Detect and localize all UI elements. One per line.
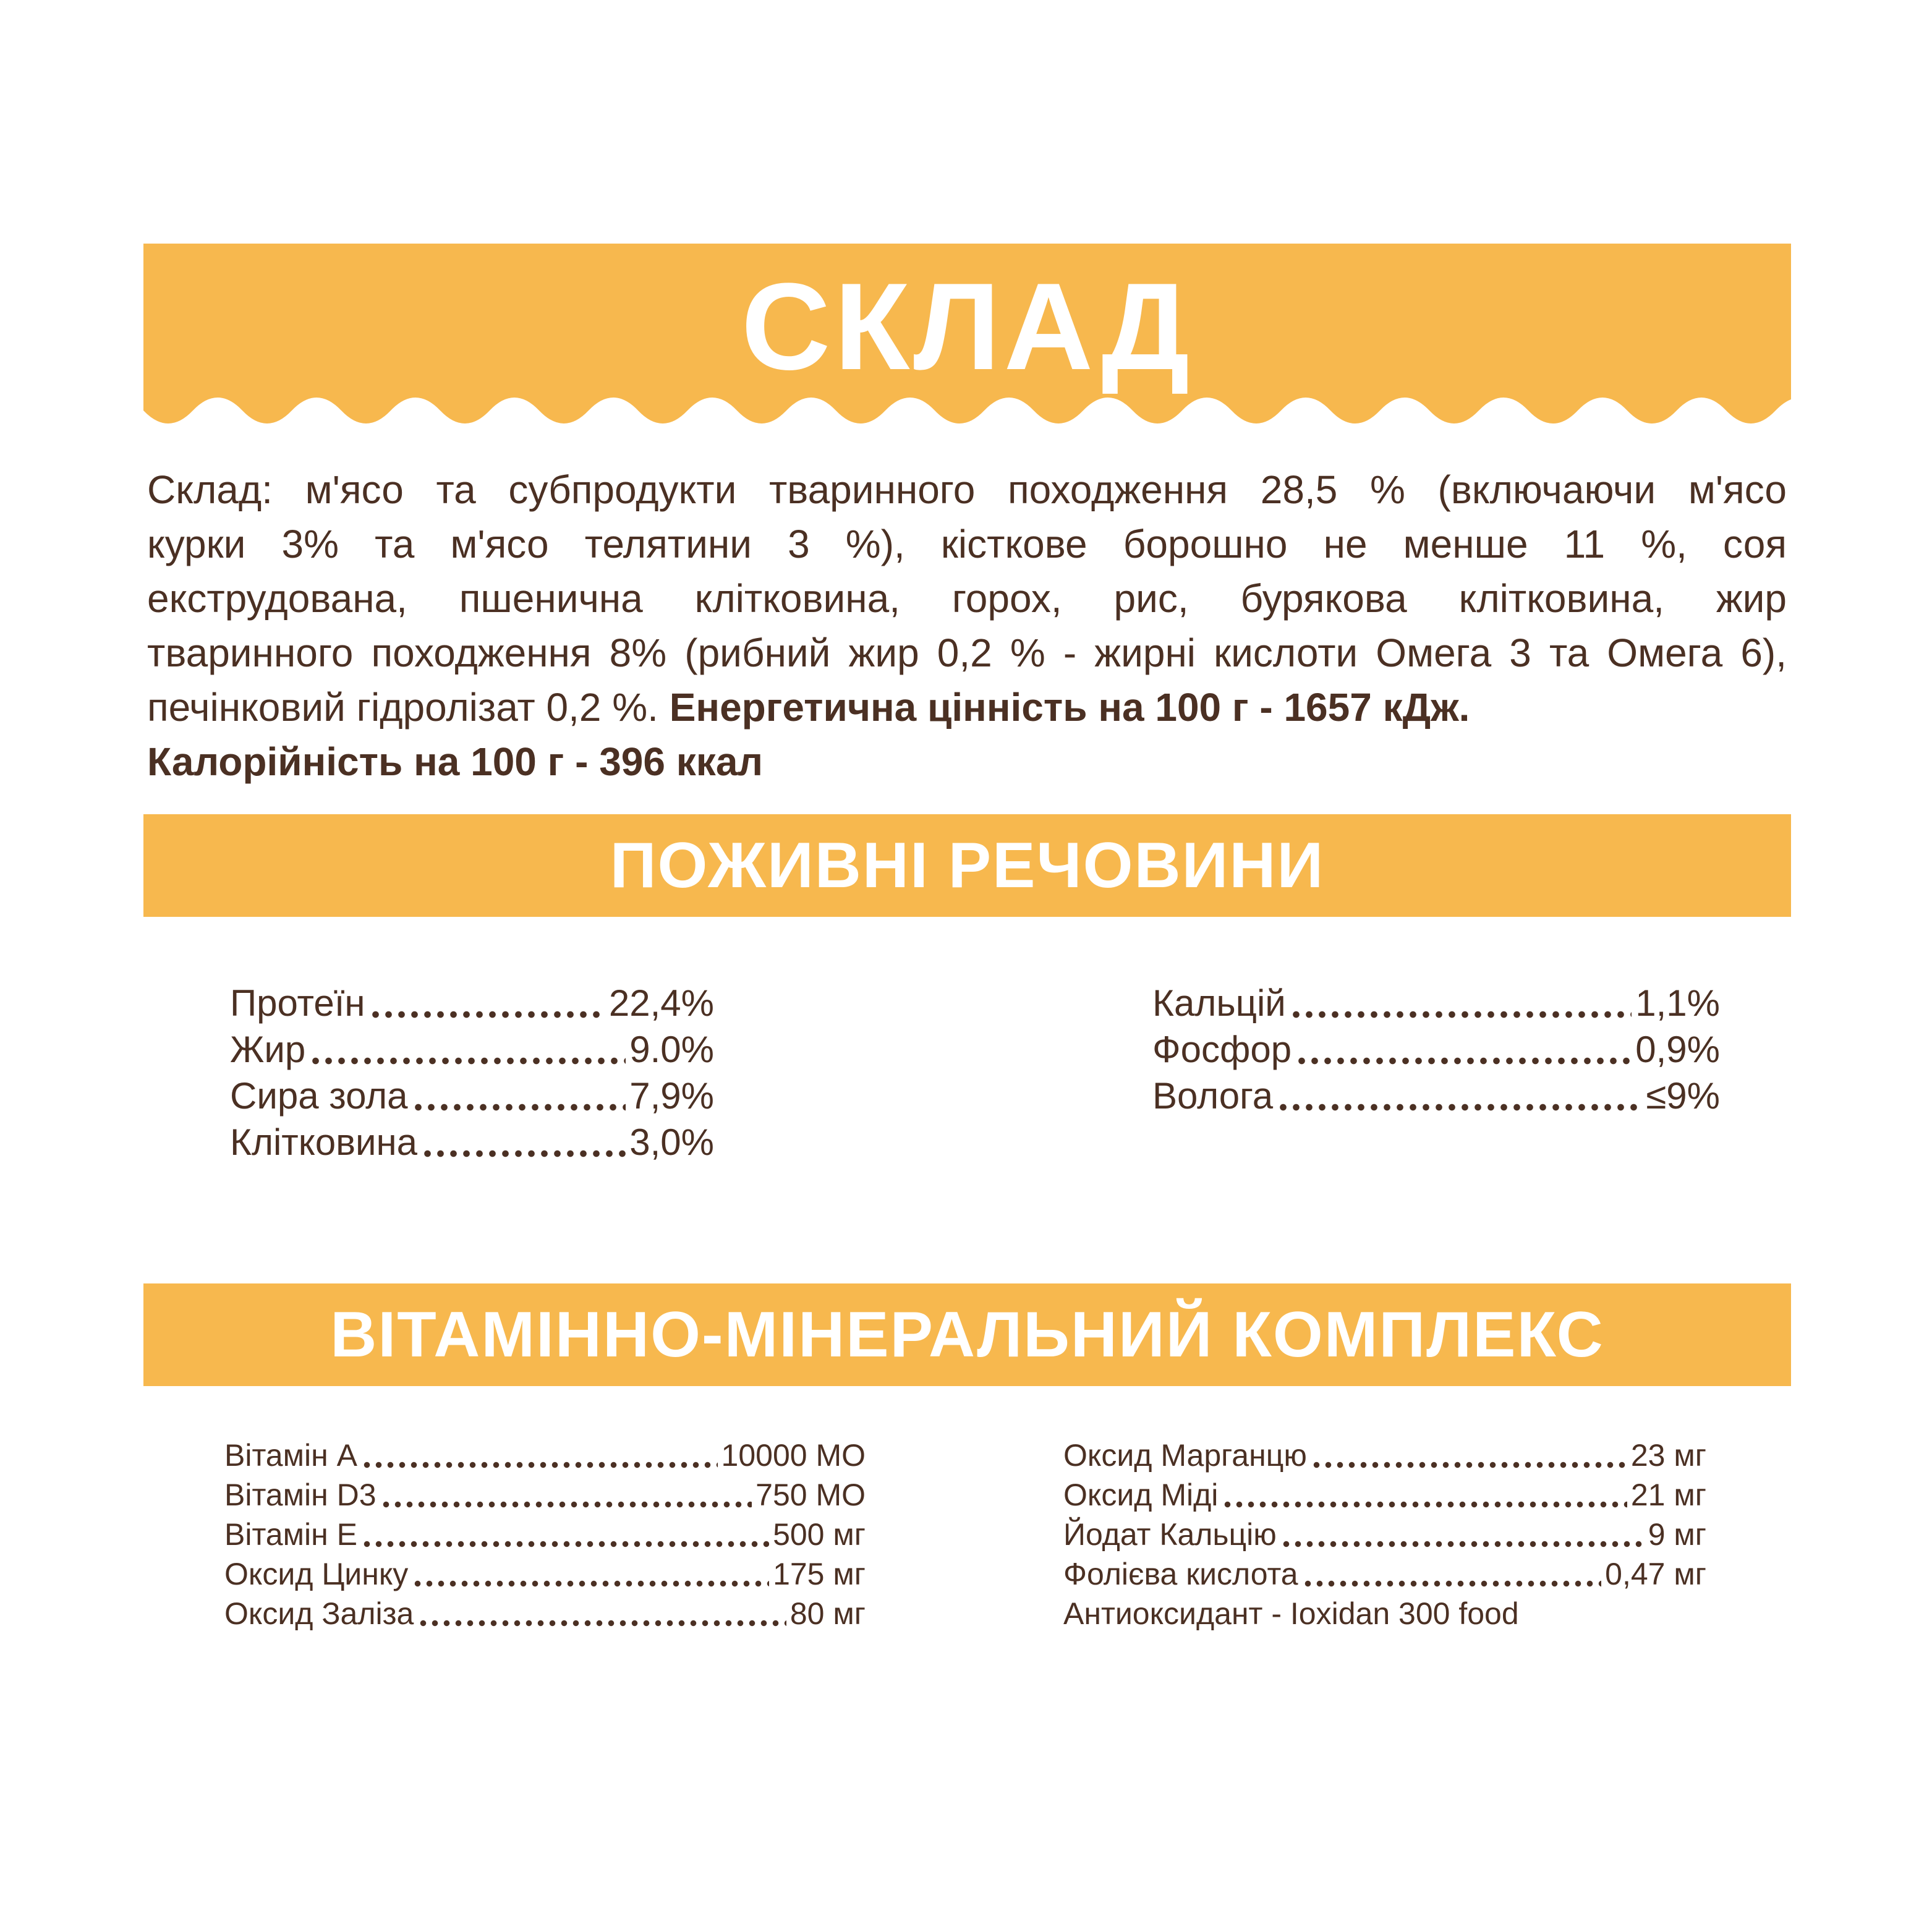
dot-leader — [1290, 980, 1632, 1026]
nutrient-value: 3,0% — [629, 1121, 714, 1163]
nutrient-row — [1152, 1026, 1720, 1073]
dot-leader — [369, 980, 605, 1026]
dot-leader — [1302, 1554, 1602, 1594]
nutrients-right-column — [1152, 980, 1720, 1119]
dot-leader — [361, 1436, 718, 1475]
dot-leader — [421, 1119, 626, 1165]
nutrients-banner — [143, 814, 1791, 917]
vitamin-row — [224, 1554, 866, 1594]
composition-line: тваринного походження 8% (рибний жир 0,2 % - жирні кислоти Омега 3 та Омега 6), — [147, 631, 1787, 675]
vitamins-right-column — [1063, 1436, 1706, 1633]
dot-leader — [361, 1515, 769, 1554]
vitamin-label: Оксид Заліза — [224, 1596, 414, 1631]
composition-line: Склад: м'ясо та субпродукти тваринного походження 28,5 % (включаючи м'ясо — [147, 467, 1787, 512]
nutrient-row — [230, 1119, 714, 1165]
nutrient-label: Протеїн — [230, 982, 365, 1024]
vitamin-label: Оксид Цинку — [224, 1557, 409, 1591]
nutrient-label: Фосфор — [1152, 1029, 1292, 1070]
nutrient-value: 7,9% — [629, 1075, 714, 1117]
nutrient-label: Жир — [230, 1029, 306, 1070]
vitamin-value: 23 мг — [1630, 1438, 1706, 1473]
vitamin-row — [1063, 1475, 1706, 1515]
vitamin-label: Вітамін A — [224, 1438, 357, 1473]
nutrient-label: Волога — [1152, 1075, 1274, 1117]
nutrients-left-column — [230, 980, 714, 1165]
composition-title: СКЛАД — [741, 258, 1194, 396]
nutrient-label: Кальцій — [1152, 982, 1286, 1024]
dot-leader — [1222, 1475, 1627, 1515]
dot-leader — [417, 1594, 786, 1633]
vitamin-row — [224, 1475, 866, 1515]
vitamin-value: 175 мг — [773, 1557, 866, 1591]
nutrient-value: 1,1% — [1635, 982, 1720, 1024]
nutrient-value: 0,9% — [1635, 1029, 1720, 1070]
dot-leader — [1277, 1073, 1642, 1119]
nutrient-row — [230, 980, 714, 1026]
vitamins-title: ВІТАМІННО-МІНЕРАЛЬНИЙ КОМПЛЕКС — [330, 1298, 1604, 1371]
vitamin-label: Фолієва кислота — [1063, 1557, 1298, 1591]
vitamin-label: Оксид Міді — [1063, 1478, 1219, 1512]
nutrient-row — [230, 1073, 714, 1119]
vitamin-label: Вітамін E — [224, 1517, 357, 1552]
nutrient-value: 22,4% — [608, 982, 714, 1024]
vitamin-row — [224, 1515, 866, 1554]
vitamin-row — [224, 1436, 866, 1475]
vitamin-value: 750 МО — [755, 1478, 866, 1512]
vitamins-banner — [143, 1283, 1791, 1386]
composition-banner — [143, 244, 1791, 435]
composition-line-normal: печінковий гідролізат 0,2 %. — [147, 685, 670, 730]
nutrients-title: ПОЖИВНІ РЕЧОВИНИ — [610, 829, 1325, 901]
vitamin-value: 0,47 мг — [1605, 1557, 1706, 1591]
vitamin-row — [224, 1594, 866, 1633]
composition-paragraph — [147, 462, 1787, 789]
dot-leader — [1280, 1515, 1645, 1554]
vitamins-left-column — [224, 1436, 866, 1633]
vitamin-label: Вітамін D3 — [224, 1478, 377, 1512]
vitamin-value: 9 мг — [1648, 1517, 1706, 1552]
vitamin-label: Оксид Марганцю — [1063, 1438, 1307, 1473]
calories-value-text: Калорійність на 100 г - 396 ккал — [147, 739, 764, 784]
dot-leader — [309, 1026, 626, 1073]
dot-leader — [412, 1073, 626, 1119]
nutrient-value: 9.0% — [629, 1029, 714, 1070]
dot-leader — [1295, 1026, 1632, 1073]
nutrient-row — [1152, 980, 1720, 1026]
vitamin-label: Йодат Кальцію — [1063, 1517, 1277, 1552]
vitamin-value: 21 мг — [1630, 1478, 1706, 1512]
vitamin-value: 500 мг — [773, 1517, 866, 1552]
dot-leader — [412, 1554, 769, 1594]
composition-line: курки 3% та м'ясо телятини 3 %), кісткове борошно не менше 11 %, соя — [147, 522, 1787, 566]
composition-line — [147, 680, 1787, 734]
energy-value-text: Енергетична цінність на 100 г - 1657 кДж. — [669, 685, 1470, 730]
vitamin-row — [1063, 1515, 1706, 1554]
dot-leader — [1311, 1436, 1627, 1475]
nutrient-row — [1152, 1073, 1720, 1119]
nutrient-value: ≤9% — [1646, 1075, 1720, 1117]
vitamin-row — [1063, 1554, 1706, 1594]
vitamin-row — [1063, 1436, 1706, 1475]
composition-line: екструдована, пшенична клітковина, горох, рис, бурякова клітковина, жир — [147, 576, 1787, 621]
vitamin-value: 80 мг — [789, 1596, 866, 1631]
nutrient-row — [230, 1026, 714, 1073]
antioxidant-row — [1063, 1594, 1706, 1633]
nutrient-label: Сира зола — [230, 1075, 408, 1117]
antioxidant-label: Антиоксидант - Ioxidan 300 food — [1063, 1596, 1519, 1631]
dot-leader — [380, 1475, 752, 1515]
vitamin-value: 10000 МО — [721, 1438, 866, 1473]
nutrient-label: Клітковина — [230, 1121, 417, 1163]
